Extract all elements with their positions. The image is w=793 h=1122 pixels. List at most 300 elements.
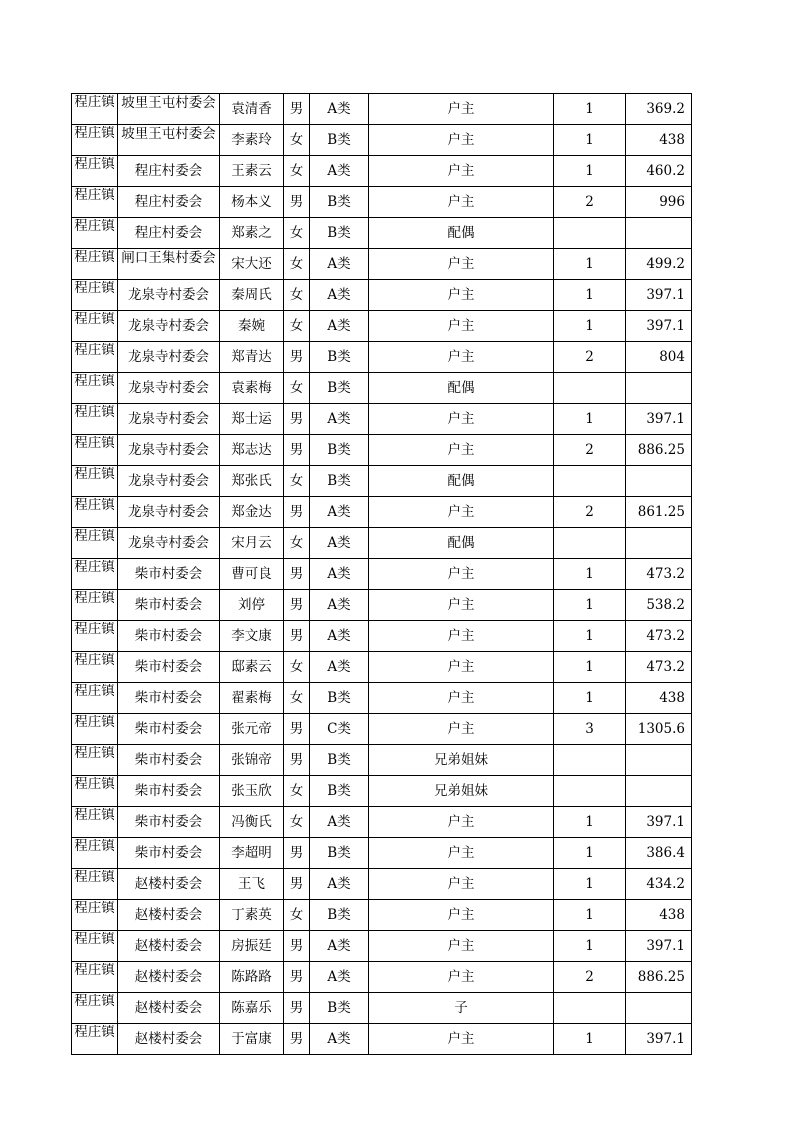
gender-cell-text: 男 — [289, 596, 304, 613]
relation-cell — [369, 187, 554, 218]
count-cell-text: 1 — [585, 689, 594, 706]
category-cell — [310, 993, 369, 1024]
table-row — [72, 652, 692, 683]
category-cell-text: B类 — [327, 131, 351, 148]
relation-cell — [369, 683, 554, 714]
amount-cell-text: 434.2 — [646, 875, 685, 892]
village-cell-text: 赵楼村委会 — [134, 906, 203, 923]
count-cell-text: 1 — [585, 937, 594, 954]
category-cell-text: A类 — [327, 627, 351, 644]
gender-cell-text: 男 — [289, 968, 304, 985]
name-cell — [220, 125, 284, 156]
count-cell-text: 1 — [585, 875, 594, 892]
name-cell-text: 翟素梅 — [231, 689, 272, 706]
village-cell-text: 柴市村委会 — [134, 627, 203, 644]
town-cell — [72, 528, 118, 559]
town-cell — [72, 714, 118, 745]
relation-cell — [369, 559, 554, 590]
category-cell — [310, 1024, 369, 1055]
table-row — [72, 900, 692, 931]
name-cell-text: 张元帝 — [231, 720, 272, 737]
name-cell — [220, 404, 284, 435]
town-cell — [72, 931, 118, 962]
gender-cell-text: 女 — [289, 689, 304, 706]
count-cell — [554, 900, 626, 931]
amount-cell — [626, 807, 692, 838]
relation-cell-text: 户主 — [447, 689, 475, 706]
category-cell — [310, 745, 369, 776]
count-cell — [554, 621, 626, 652]
count-cell-text: 3 — [585, 720, 594, 737]
amount-cell — [626, 125, 692, 156]
village-cell — [118, 404, 220, 435]
category-cell-text: B类 — [327, 999, 351, 1016]
village-cell — [118, 94, 220, 125]
relation-cell — [369, 94, 554, 125]
village-cell-text: 柴市村委会 — [134, 565, 203, 582]
town-cell — [72, 187, 118, 218]
town-cell-text: 程庄镇 — [74, 188, 115, 203]
name-cell — [220, 714, 284, 745]
gender-cell — [284, 187, 310, 218]
count-cell-text: 2 — [585, 193, 594, 210]
gender-cell — [284, 156, 310, 187]
name-cell — [220, 466, 284, 497]
village-cell-text: 赵楼村委会 — [134, 1030, 203, 1047]
relation-cell — [369, 714, 554, 745]
gender-cell-text: 女 — [289, 534, 304, 551]
amount-cell-text: 473.2 — [646, 627, 685, 644]
town-cell-text: 程庄镇 — [74, 219, 115, 234]
town-cell — [72, 497, 118, 528]
count-cell — [554, 311, 626, 342]
amount-cell-text: 386.4 — [646, 844, 685, 861]
amount-cell — [626, 342, 692, 373]
gender-cell-text: 女 — [289, 658, 304, 675]
amount-cell-text: 397.1 — [646, 410, 685, 427]
count-cell-text: 1 — [585, 100, 594, 117]
gender-cell-text: 女 — [289, 286, 304, 303]
gender-cell — [284, 497, 310, 528]
gender-cell-text: 男 — [289, 441, 304, 458]
village-cell-text: 柴市村委会 — [134, 751, 203, 768]
gender-cell — [284, 528, 310, 559]
category-cell — [310, 962, 369, 993]
village-cell-text: 龙泉寺村委会 — [128, 379, 209, 396]
name-cell-text: 李文康 — [231, 627, 272, 644]
count-cell-text: 1 — [585, 255, 594, 272]
table-row — [72, 931, 692, 962]
table-body — [72, 94, 692, 1055]
name-cell — [220, 652, 284, 683]
gender-cell — [284, 714, 310, 745]
town-cell — [72, 94, 118, 125]
count-cell-text: 1 — [585, 565, 594, 582]
amount-cell — [626, 745, 692, 776]
count-cell — [554, 404, 626, 435]
table-row — [72, 559, 692, 590]
count-cell — [554, 931, 626, 962]
village-cell — [118, 559, 220, 590]
relation-cell-text: 配偶 — [447, 472, 475, 489]
amount-cell-text: 438 — [659, 689, 685, 706]
name-cell-text: 宋大还 — [231, 255, 272, 272]
gender-cell-text: 女 — [289, 379, 304, 396]
category-cell-text: B类 — [327, 348, 351, 365]
village-cell — [118, 869, 220, 900]
gender-cell — [284, 900, 310, 931]
village-cell — [118, 900, 220, 931]
table-row — [72, 621, 692, 652]
amount-cell — [626, 993, 692, 1024]
village-cell-text: 柴市村委会 — [134, 844, 203, 861]
gender-cell-text: 女 — [289, 472, 304, 489]
category-cell — [310, 590, 369, 621]
amount-cell — [626, 559, 692, 590]
village-cell — [118, 714, 220, 745]
gender-cell-text: 女 — [289, 782, 304, 799]
name-cell — [220, 528, 284, 559]
table-row — [72, 342, 692, 373]
amount-cell-text: 397.1 — [646, 1030, 685, 1047]
village-cell — [118, 466, 220, 497]
village-cell-text: 程庄村委会 — [134, 162, 203, 179]
count-cell-text: 1 — [585, 317, 594, 334]
count-cell — [554, 714, 626, 745]
relation-cell-text: 配偶 — [447, 534, 475, 551]
category-cell — [310, 900, 369, 931]
amount-cell-text: 397.1 — [646, 317, 685, 334]
village-cell — [118, 373, 220, 404]
table-row — [72, 807, 692, 838]
name-cell — [220, 218, 284, 249]
name-cell — [220, 342, 284, 373]
village-cell-text: 柴市村委会 — [134, 720, 203, 737]
relation-cell-text: 户主 — [447, 627, 475, 644]
amount-cell-text: 804 — [659, 348, 685, 365]
relation-cell-text: 兄弟姐妹 — [434, 751, 488, 768]
table-row — [72, 280, 692, 311]
table-row — [72, 683, 692, 714]
count-cell — [554, 962, 626, 993]
town-cell — [72, 869, 118, 900]
category-cell — [310, 931, 369, 962]
table-row — [72, 311, 692, 342]
count-cell — [554, 559, 626, 590]
gender-cell — [284, 1024, 310, 1055]
relation-cell — [369, 404, 554, 435]
category-cell-text: B类 — [327, 441, 351, 458]
name-cell-text: 郑金达 — [231, 503, 272, 520]
amount-cell-text: 438 — [659, 131, 685, 148]
table-row — [72, 125, 692, 156]
amount-cell — [626, 218, 692, 249]
count-cell — [554, 373, 626, 404]
village-cell — [118, 342, 220, 373]
category-cell-text: A类 — [327, 255, 351, 272]
town-cell — [72, 776, 118, 807]
category-cell — [310, 497, 369, 528]
gender-cell-text: 男 — [289, 751, 304, 768]
relation-cell — [369, 621, 554, 652]
table-row — [72, 249, 692, 280]
relation-cell-text: 户主 — [447, 875, 475, 892]
name-cell — [220, 931, 284, 962]
name-cell-text: 王飞 — [238, 875, 265, 892]
gender-cell — [284, 125, 310, 156]
village-cell — [118, 652, 220, 683]
table-row — [72, 993, 692, 1024]
name-cell — [220, 993, 284, 1024]
count-cell-text: 1 — [585, 162, 594, 179]
village-cell — [118, 187, 220, 218]
gender-cell — [284, 807, 310, 838]
village-cell-text: 柴市村委会 — [134, 658, 203, 675]
category-cell — [310, 652, 369, 683]
village-cell — [118, 683, 220, 714]
gender-cell-text: 男 — [289, 844, 304, 861]
gender-cell-text: 女 — [289, 224, 304, 241]
gender-cell — [284, 218, 310, 249]
relation-cell-text: 户主 — [447, 906, 475, 923]
category-cell-text: A类 — [327, 968, 351, 985]
gender-cell — [284, 838, 310, 869]
amount-cell — [626, 435, 692, 466]
gender-cell-text: 男 — [289, 937, 304, 954]
relation-cell-text: 户主 — [447, 348, 475, 365]
category-cell-text: A类 — [327, 317, 351, 334]
table-row — [72, 590, 692, 621]
town-cell-text: 程庄镇 — [74, 777, 115, 792]
town-cell-text: 程庄镇 — [74, 808, 115, 823]
count-cell-text: 2 — [585, 968, 594, 985]
gender-cell — [284, 280, 310, 311]
category-cell-text: B类 — [327, 782, 351, 799]
town-cell-text: 程庄镇 — [74, 250, 115, 265]
village-cell-text: 赵楼村委会 — [134, 875, 203, 892]
category-cell-text: B类 — [327, 379, 351, 396]
relation-cell-text: 户主 — [447, 658, 475, 675]
category-cell-text: B类 — [327, 844, 351, 861]
name-cell-text: 郑士运 — [231, 410, 272, 427]
relation-cell — [369, 249, 554, 280]
count-cell — [554, 745, 626, 776]
count-cell-text: 1 — [585, 410, 594, 427]
count-cell-text: 1 — [585, 627, 594, 644]
relation-cell-text: 配偶 — [447, 224, 475, 241]
town-cell-text: 程庄镇 — [74, 963, 115, 978]
name-cell-text: 李超明 — [231, 844, 272, 861]
count-cell-text: 1 — [585, 813, 594, 830]
count-cell-text: 1 — [585, 131, 594, 148]
gender-cell-text: 男 — [289, 1030, 304, 1047]
town-cell — [72, 125, 118, 156]
relation-cell — [369, 156, 554, 187]
table-row — [72, 962, 692, 993]
gender-cell — [284, 404, 310, 435]
gender-cell — [284, 559, 310, 590]
amount-cell — [626, 931, 692, 962]
amount-cell-text: 996 — [659, 193, 685, 210]
name-cell-text: 郑青达 — [231, 348, 272, 365]
village-cell-text: 柴市村委会 — [134, 689, 203, 706]
amount-cell — [626, 528, 692, 559]
relation-cell — [369, 900, 554, 931]
relation-cell-text: 户主 — [447, 317, 475, 334]
relation-cell-text: 户主 — [447, 255, 475, 272]
amount-cell-text: 886.25 — [637, 441, 685, 458]
town-cell — [72, 311, 118, 342]
village-cell-text: 龙泉寺村委会 — [128, 348, 209, 365]
name-cell-text: 陈路路 — [231, 968, 272, 985]
category-cell-text: B类 — [327, 193, 351, 210]
category-cell — [310, 125, 369, 156]
gender-cell — [284, 993, 310, 1024]
town-cell — [72, 745, 118, 776]
table-row — [72, 714, 692, 745]
village-cell — [118, 993, 220, 1024]
count-cell — [554, 435, 626, 466]
count-cell — [554, 94, 626, 125]
village-cell — [118, 435, 220, 466]
village-cell — [118, 807, 220, 838]
relation-cell — [369, 1024, 554, 1055]
relation-cell — [369, 869, 554, 900]
amount-cell-text: 1305.6 — [637, 720, 685, 737]
category-cell-text: B类 — [327, 906, 351, 923]
village-cell-text: 程庄村委会 — [134, 193, 203, 210]
category-cell — [310, 373, 369, 404]
count-cell-text: 1 — [585, 1030, 594, 1047]
count-cell — [554, 1024, 626, 1055]
category-cell-text: B类 — [327, 472, 351, 489]
village-cell-text: 龙泉寺村委会 — [128, 286, 209, 303]
town-cell-text: 程庄镇 — [74, 374, 115, 389]
category-cell-text: A类 — [327, 100, 351, 117]
name-cell-text: 杨本义 — [231, 193, 272, 210]
gender-cell-text: 男 — [289, 999, 304, 1016]
relation-cell — [369, 838, 554, 869]
town-cell-text: 程庄镇 — [74, 684, 115, 699]
count-cell — [554, 156, 626, 187]
village-cell-text: 柴市村委会 — [134, 782, 203, 799]
town-cell — [72, 156, 118, 187]
amount-cell — [626, 652, 692, 683]
category-cell — [310, 342, 369, 373]
amount-cell — [626, 156, 692, 187]
relation-cell — [369, 745, 554, 776]
category-cell-text: A类 — [327, 596, 351, 613]
category-cell-text: B类 — [327, 224, 351, 241]
relation-cell — [369, 311, 554, 342]
relation-cell-text: 户主 — [447, 441, 475, 458]
village-cell — [118, 249, 220, 280]
town-cell — [72, 683, 118, 714]
name-cell — [220, 497, 284, 528]
category-cell — [310, 838, 369, 869]
amount-cell-text: 886.25 — [637, 968, 685, 985]
town-cell-text: 程庄镇 — [74, 560, 115, 575]
amount-cell — [626, 1024, 692, 1055]
category-cell — [310, 869, 369, 900]
category-cell-text: A类 — [327, 658, 351, 675]
town-cell-text: 程庄镇 — [74, 343, 115, 358]
village-cell-text: 龙泉寺村委会 — [128, 410, 209, 427]
name-cell — [220, 683, 284, 714]
name-cell-text: 袁素梅 — [231, 379, 272, 396]
amount-cell — [626, 280, 692, 311]
name-cell — [220, 962, 284, 993]
name-cell-text: 郑志达 — [231, 441, 272, 458]
town-cell — [72, 621, 118, 652]
count-cell — [554, 218, 626, 249]
gender-cell-text: 男 — [289, 348, 304, 365]
amount-cell — [626, 94, 692, 125]
gender-cell — [284, 621, 310, 652]
amount-cell-text: 460.2 — [646, 162, 685, 179]
relation-cell-text: 户主 — [447, 131, 475, 148]
category-cell-text: A类 — [327, 162, 351, 179]
amount-cell — [626, 683, 692, 714]
category-cell — [310, 559, 369, 590]
count-cell — [554, 807, 626, 838]
gender-cell-text: 男 — [289, 720, 304, 737]
relation-cell-text: 子 — [454, 999, 468, 1016]
name-cell — [220, 280, 284, 311]
relation-cell — [369, 993, 554, 1024]
category-cell — [310, 156, 369, 187]
relation-cell-text: 户主 — [447, 193, 475, 210]
town-cell-text: 程庄镇 — [74, 1025, 115, 1040]
town-cell-text: 程庄镇 — [74, 839, 115, 854]
town-cell-text: 程庄镇 — [74, 467, 115, 482]
gender-cell — [284, 466, 310, 497]
table-row — [72, 156, 692, 187]
amount-cell — [626, 590, 692, 621]
town-cell-text: 程庄镇 — [74, 498, 115, 513]
amount-cell-text: 538.2 — [646, 596, 685, 613]
town-cell — [72, 218, 118, 249]
relation-cell-text: 户主 — [447, 968, 475, 985]
table-row — [72, 218, 692, 249]
count-cell — [554, 683, 626, 714]
gender-cell-text: 男 — [289, 410, 304, 427]
name-cell — [220, 156, 284, 187]
gender-cell-text: 女 — [289, 131, 304, 148]
gender-cell — [284, 311, 310, 342]
count-cell-text: 2 — [585, 348, 594, 365]
name-cell — [220, 745, 284, 776]
relation-cell — [369, 466, 554, 497]
category-cell-text: C类 — [327, 720, 351, 737]
gender-cell — [284, 249, 310, 280]
gender-cell — [284, 869, 310, 900]
gender-cell — [284, 962, 310, 993]
village-cell — [118, 590, 220, 621]
town-cell — [72, 962, 118, 993]
count-cell — [554, 497, 626, 528]
amount-cell-text: 499.2 — [646, 255, 685, 272]
count-cell — [554, 652, 626, 683]
relation-cell — [369, 590, 554, 621]
gender-cell — [284, 590, 310, 621]
category-cell — [310, 280, 369, 311]
town-cell — [72, 652, 118, 683]
village-cell — [118, 1024, 220, 1055]
town-cell-text: 程庄镇 — [74, 715, 115, 730]
town-cell — [72, 1024, 118, 1055]
relation-cell-text: 兄弟姐妹 — [434, 782, 488, 799]
